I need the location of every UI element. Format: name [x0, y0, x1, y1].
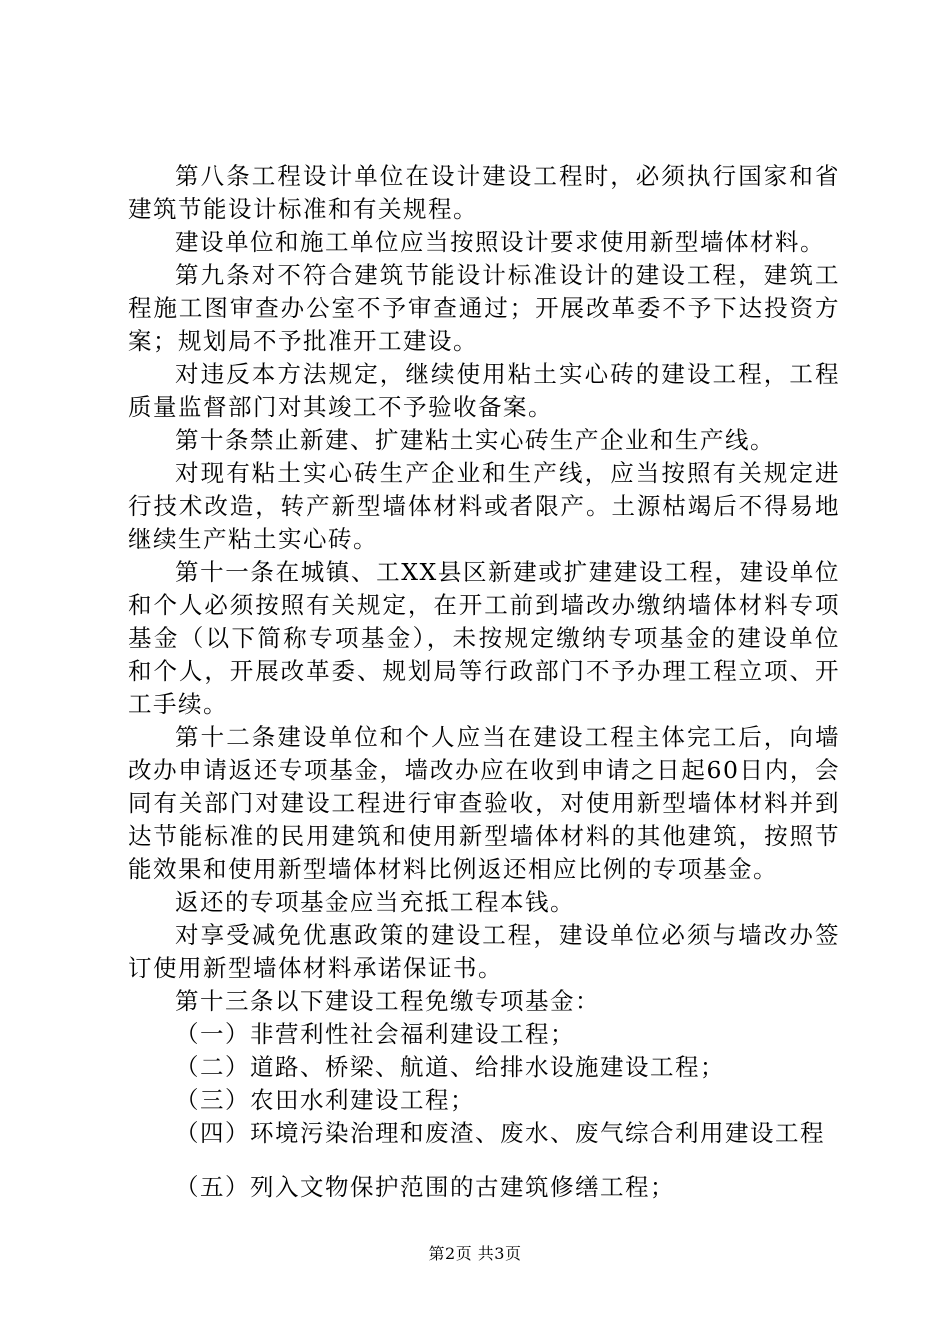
- paragraph-construction-units: 建设单位和施工单位应当按照设计要求使用新型墙体材料。: [175, 228, 825, 256]
- document-body: [128, 160, 840, 1204]
- paragraph-article-12: 第十二条建设单位和个人应当在建设工程主体完工后，向墙改办申请返还专项基金，墙改办应在收到申请之日起60日内，会同有关部门对建设工程进行审查验收，对使用新型墙体材料并到达节能标准的民用建筑和使用新型墙体材料的其他建筑，按照节能效果和使用新型墙体材料比例返还相应比例的专项基金。: [128, 723, 840, 883]
- paragraph-refund: 返还的专项基金应当充抵工程本钱。: [175, 888, 575, 916]
- paragraph-article-8: 第八条工程设计单位在设计建设工程时，必须执行国家和省建筑节能设计标准和有关规程。: [128, 162, 840, 223]
- paragraph-violation: 对违反本方法规定，继续使用粘土实心砖的建设工程，工程质量监督部门对其竣工不予验收备案。: [128, 360, 840, 421]
- paragraph-article-13: 第十三条以下建设工程免缴专项基金：: [175, 987, 600, 1015]
- list-item-5: （五）列入文物保护范围的古建筑修缮工程；: [175, 1173, 675, 1201]
- paragraph-existing-enterprises: 对现有粘土实心砖生产企业和生产线，应当按照有关规定进行技术改造，转产新型墙体材料或者限产。土源枯竭后不得易地继续生产粘土实心砖。: [128, 459, 840, 553]
- paragraph-article-11: 第十一条在城镇、工XX县区新建或扩建建设工程，建设单位和个人必须按照有关规定，在开工前到墙改办缴纳墙体材料专项基金（以下简称专项基金），未按规定缴纳专项基金的建设单位和个人，开展改革委、规划局等行政部门不予办理工程立项、开工手续。: [128, 558, 840, 718]
- list-item-1: （一）非营利性社会福利建设工程；: [175, 1020, 575, 1048]
- list-item-4: （四）环境污染治理和废渣、废水、废气综合利用建设工程: [175, 1119, 825, 1147]
- paragraph-commitment: 对享受减免优惠政策的建设工程，建设单位必须与墙改办签订使用新型墙体材料承诺保证书。: [128, 921, 840, 982]
- list-item-2: （二）道路、桥梁、航道、给排水设施建设工程；: [175, 1053, 725, 1081]
- list-item-3: （三）农田水利建设工程；: [175, 1086, 475, 1114]
- paragraph-article-10: 第十条禁止新建、扩建粘土实心砖生产企业和生产线。: [175, 426, 775, 454]
- page-footer: 第2页 共3页: [428, 1244, 522, 1263]
- paragraph-article-9: 第九条对不符合建筑节能设计标准设计的建设工程，建筑工程施工图审查办公室不予审查通过；开展改革委不予下达投资方案；规划局不予批准开工建设。: [128, 261, 840, 355]
